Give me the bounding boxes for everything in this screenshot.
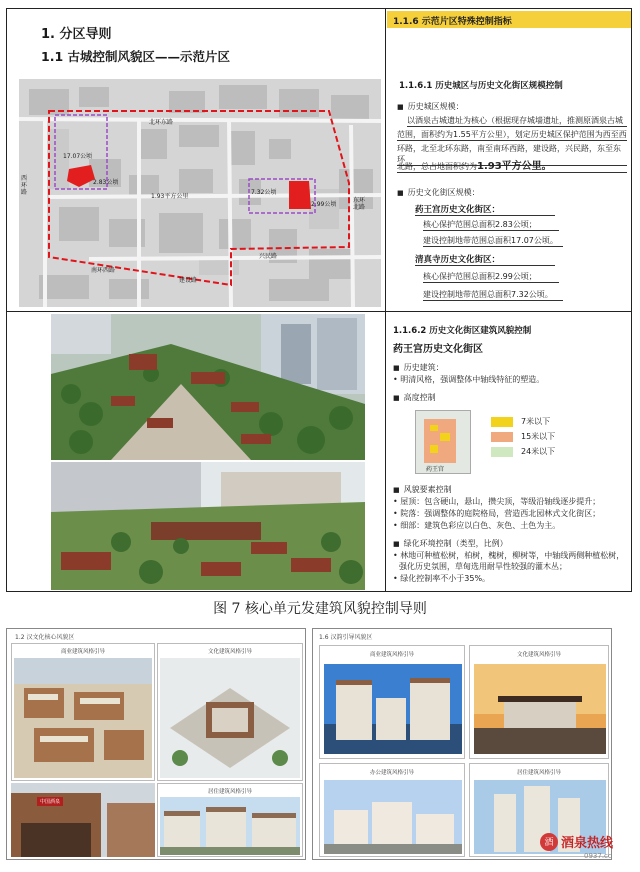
qingzhen-core-zone [289, 181, 311, 209]
height-control-map [415, 410, 471, 474]
watermark-text: 酒泉热线 [561, 836, 614, 851]
watermark [540, 832, 613, 851]
subsection-heading: 1.1 古城控制风貌区——示范片区 [41, 49, 230, 64]
han-rhyme-guidance-panel [312, 628, 612, 860]
height-zone-7m [430, 425, 438, 431]
hist-building-title: ■ 历史建筑： [393, 362, 444, 373]
watermark-logo-icon: 酒 [540, 833, 558, 851]
scale-body-line: 环路，北至北环东路，南至南环西路，建设路，兴民路，东至东环 [397, 143, 627, 166]
element-control-item: • 屋顶：包含硬山，悬山，攒尖顶，等级沿轴线逐步提升； [393, 497, 601, 506]
total-area-value: 1.93平方公里。 [477, 161, 552, 172]
height-control-title: ■ 高度控制 [393, 392, 436, 403]
commercial-rendering [14, 658, 152, 778]
middle-panel-divider [385, 312, 386, 592]
aerial-rendering [51, 314, 365, 460]
residential-rendering [160, 797, 300, 855]
style-control-title: 1.1.6.2 历史文化街区建筑风貌控制 [393, 326, 532, 336]
map-label-jianshe-road: 建设路 [179, 277, 198, 284]
card-title: 文化建筑风格引导 [207, 649, 252, 655]
cultural-style-card [157, 643, 303, 781]
top-panel [6, 8, 632, 312]
figure-caption: 图 7 核心单元发建筑风貌控制导则 [213, 601, 427, 617]
yaowang-core-area: 核心保护范围总面积2.83公顷； [423, 219, 559, 231]
qingzhen-core-area: 核心保护范围总面积2.99公顷； [423, 271, 559, 283]
storefront-sign: 中国酒泉 [37, 797, 63, 806]
legend-swatch [491, 447, 513, 457]
map-label-xingmin-road: 兴民路 [259, 253, 278, 260]
card-title: 居住建筑风格引导 [207, 789, 252, 795]
element-control-item: • 细部：建筑色彩应以白色、灰色、土色为主。 [393, 521, 561, 530]
card-title: 文化建筑风格引导 [516, 652, 561, 658]
legend-item [491, 416, 555, 427]
map-label-west-road: 西环路 [21, 175, 28, 196]
commercial-style-card [11, 643, 155, 781]
height-zone-7m [440, 433, 450, 441]
street-rendering-graphic [51, 462, 365, 590]
aerial-rendering-graphic [51, 314, 365, 460]
district-map [19, 79, 381, 307]
panel-title: 1.6 汉韵引导风貌区 [319, 634, 373, 641]
height-legend [491, 416, 555, 457]
height-map-label: 药王宫 [426, 466, 445, 473]
street-rendering [51, 462, 365, 590]
top-panel-divider [385, 9, 386, 313]
green-control-item: • 绿化控制率不小于35%。 [393, 574, 491, 583]
map-label-area-193: 1.93平方公里 [151, 193, 189, 200]
legend-label: 7米以下 [521, 417, 551, 426]
hist-building-body: • 明清风格，强调整体中轴线特征的塑造。 [393, 375, 545, 384]
card-title: 商业建筑风格引导 [60, 649, 105, 655]
historic-city-scale-title: ■ 历史城区规模： [397, 101, 464, 112]
card-title: 办公建筑风格引导 [369, 770, 414, 776]
cultural-rendering [160, 658, 300, 778]
map-label-east-road: 东环北路 [353, 197, 366, 211]
middle-panel [6, 312, 632, 592]
yaowang-control-area: 建设控制地带范围总面积17.07公顷。 [423, 235, 563, 247]
storefront-graphic [11, 783, 155, 857]
height-zone-7m [430, 445, 438, 453]
district-scale-title: ■ 历史文化街区规模： [397, 187, 480, 198]
scale-body-line: 以酒泉古城遗址为核心（根据现存城墙遗址，推测原酒泉古城 [407, 115, 627, 127]
cultural-style-card [469, 645, 609, 759]
height-zone-15m [424, 419, 456, 463]
map-label-area-283: 2.83公顷 [93, 179, 119, 186]
office-style-card [319, 763, 465, 857]
element-control-item: • 院落：强调整体的庭院格局，营造西北园林式文化街区； [393, 509, 601, 518]
scale-body-line: 北路，总占地面积约为1.93平方公里。 [397, 157, 627, 173]
cultural-rendering [474, 664, 606, 754]
district-name: 药王宫历史文化街区 [393, 344, 483, 355]
map-label-south-west-road: 南环西路 [91, 267, 116, 274]
panel-title: 1.2 汉文化核心风貌区 [15, 634, 75, 641]
card-title: 居住建筑风格引导 [516, 770, 561, 776]
map-label-north-road: 北环东路 [149, 119, 174, 126]
district-map-graphic [19, 79, 381, 307]
card-title: 商业建筑风格引导 [369, 652, 414, 658]
legend-swatch [491, 432, 513, 442]
green-control-item: • 林地可种植松树，柏树，槐树，柳树等，中轴线两侧种植松树， [393, 551, 625, 560]
legend-label: 24米以下 [521, 447, 556, 456]
yaowang-district-title: 药王宫历史文化街区： [415, 203, 555, 216]
special-indicators-header: 1.1.6 示范片区特殊控制指标 [387, 11, 631, 28]
watermark-url: 0937.cc [584, 852, 612, 860]
office-rendering [324, 780, 462, 854]
scale-control-title: 1.1.6.1 历史城区与历史文化街区规模控制 [399, 81, 563, 91]
residential-style-card [157, 783, 303, 857]
qingzhen-district-title: 清真寺历史文化街区： [415, 253, 555, 266]
qingzhen-control-area: 建设控制地带范围总面积7.32公顷。 [423, 289, 563, 301]
section-heading: 1. 分区导则 [41, 27, 112, 42]
han-culture-core-panel [6, 628, 306, 860]
legend-label: 15米以下 [521, 432, 556, 441]
map-label-area-299: 2.99公顷 [311, 201, 337, 208]
commercial-style-card [319, 645, 465, 759]
legend-swatch [491, 417, 513, 427]
map-label-area-732: 7.32公顷 [251, 189, 277, 196]
legend-item [491, 431, 555, 442]
legend-item [491, 446, 555, 457]
storefront-photo [11, 783, 155, 857]
element-control-title: ■ 风貌要素控制 [393, 484, 452, 495]
map-label-area-1707: 17.07公顷 [63, 153, 93, 160]
scale-body-line: 范围，面积约为1.55平方公里），划定历史城区保护范围为西至西 [397, 130, 627, 139]
commercial-rendering [324, 664, 462, 754]
green-control-item: 强化历史氛围，草甸选用耐旱性较强的灌木丛； [399, 562, 567, 571]
green-control-title: ■ 绿化环境控制（类型，比例） [393, 538, 508, 549]
